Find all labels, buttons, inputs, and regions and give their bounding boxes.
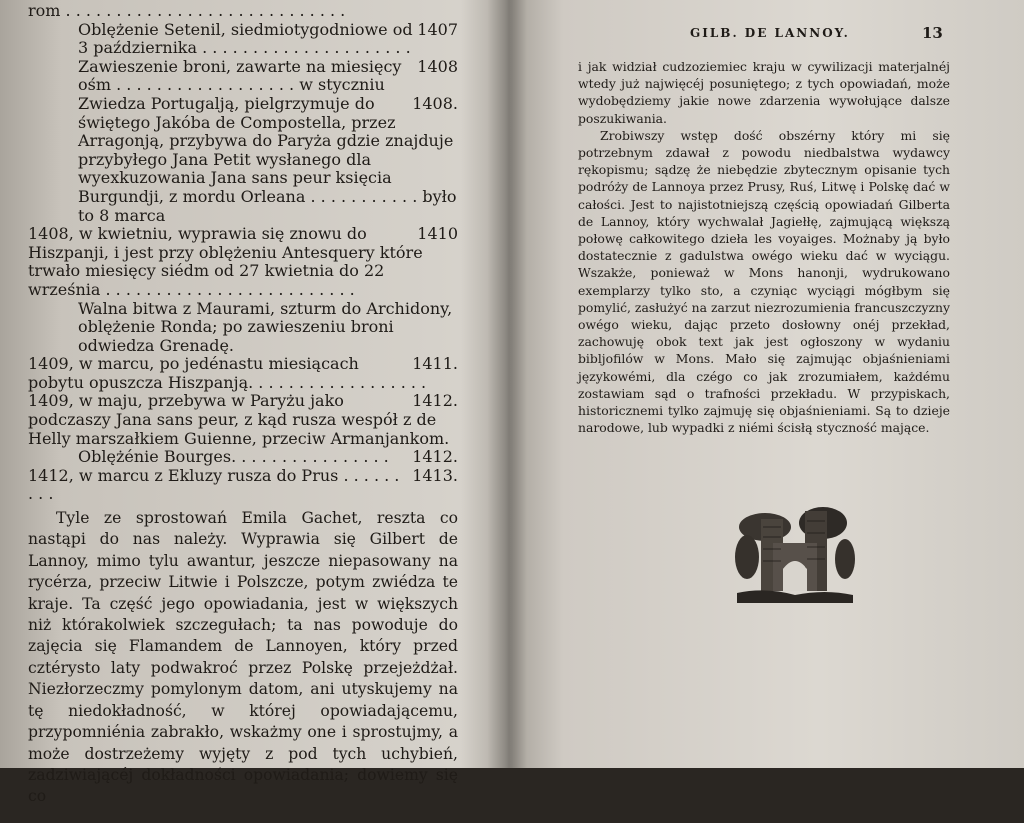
chronology-line-2: 1408 Zawieszenie broni, zawarte na miesięcy ośm . . . . . . . . . . . . . . . . . . w styczniu bbox=[78, 56, 458, 95]
chronology-line-4: 1410 1408, w kwietniu, wyprawia się znowu do Hiszpanji, i jest przy oblężeniu Antesquery które trwało miesięcy siédm od 27 kwietnia do 22 września . . . . . . . . . . . . . . . . . . . . . . . . . bbox=[28, 224, 458, 299]
right-paragraph-1: i jak widział cudzoziemiec kraju w cywilizacji materjalnéj wtedy już najwięcéj posuniętego; z tych opowiadań, może wydobędziemy jakie nowe zdarzenia wywołujące dalsze poszukiwania. bbox=[578, 59, 950, 126]
book-gutter bbox=[487, 0, 527, 768]
right-page bbox=[530, 0, 1024, 768]
right-paragraph-2: Zrobiwszy wstęp dość obszérny który mi się potrzebnym zdawał z powodu niedbalstwa wydawcy rękopismu; sądzę że niebędzie zbytecznym opisanie tych podróży de Lannoya przez Prusy, Ruś, Litwę i Polskę dać w całości. Jest to najistotniejszą częścią opowiadań Gilberta de Lannoy, który wychwalał Jagiełłę, zajmującą większą połowę całkowitego dzieła les voyaiges. Możnaby ją było dostatecznie z gadulstwa owégo wieku dać w wyciągu. Wszakże, ponieważ w Mons hanonji, wydrukowano exemplarzy tylko sto, a czyniąc wyciągi mógłbym się pomylić, zasłużyć na zarzut niezrozumienia francuszczyzny owégo wieku, dając przeto dosłowny onéj przekład, zachowuję obok text jak jest ogłoszony w wydaniu bibljofilów w Mons. Mało się zajmując objaśnieniami językowémi, dla czégo co jak zrozumiałem, każdému zostawiam sąd o trafności przekładu. W przypiskach, historicznemi tylko zajmuję się objaśnieniami. Są to dzieje narodowe, lub wypadki z niémi ścisłą styczność mające. bbox=[578, 127, 950, 436]
chronology-line-7: 1412. 1409, w maju, przebywa w Paryżu jako podczaszy Jana sans peur, z kąd rusza wespół z de Helly marszałkiem Guienne, przeciw Armanjankom. bbox=[28, 391, 458, 448]
right-page-text bbox=[578, 58, 950, 436]
chronology-line-3: 1408. Zwiedza Portugalją, pielgrzymuje do świętego Jakóba de Compostella, przez Arragonją, przybywa do Paryża gdzie znajduje przybyłego Jana Petit wysłanego dla wyexkuzowania Jana sans peur księcia Burgundji, z mordu Orleana . . . . . . . . . . . było to 8 marca bbox=[78, 93, 458, 225]
ruins-vignette-icon bbox=[735, 497, 855, 607]
chronology-line-1: 1407 Oblężenie Setenil, siedmiotygodniowe od 3 października . . . . . . . . . . . . . . . . . . . . . bbox=[78, 19, 458, 58]
left-page-text bbox=[28, 2, 458, 823]
chronology-line-5: Walna bitwa z Maurami, szturm do Archidony, oblężenie Ronda; po zawieszeniu broni odwiedza Grenadę. bbox=[78, 298, 453, 355]
chronology-line-8: 1412. Oblężénie Bourges. . . . . . . . . . . . . . . . bbox=[78, 447, 458, 467]
chronology-line-0: rom . . . . . . . . . . . . . . . . . . . . . . . . . . . . bbox=[28, 1, 346, 20]
running-header: GILB. DE LANNOY. bbox=[690, 26, 850, 40]
left-page-paragraph: Tyle ze sprostowań Emila Gachet, reszta co nastąpi do nas należy. Wyprawia się Gilbert de Lannoy, mimo tylu awantur, jeszcze niepasowany na rycérza, przeciw Litwie i Polszcze, potym zwiédza te kraje. Ta część jego opowiadania, jest w większych niż którakolwiek szczegułach; ta nas powoduje do zajęcia się Flamandem de Lannoyen, który przed cztérysto laty podwakroć przez Polskę przejeżdżał. Niezłorzeczmy pomylonym datom, ani utyskujemy na tę niedokładność, w której opowiadającemu, przypomniénia zabrakło, wskażmy one i sprostujmy, a może dostrzeżemy wyjęty z pod tych uchybień, zadziwiającéj dokładności opowiadania; dowiemy się co bbox=[28, 509, 458, 806]
chronology-line-9: 1413. 1412, w marcu z Ekluzy rusza do Prus . . . . . . . . . bbox=[28, 465, 458, 504]
page-number: 13 bbox=[922, 24, 943, 42]
chronology-line-6: 1411. 1409, w marcu, po jedénastu miesiącach pobytu opuszcza Hiszpanją. . . . . . . . . . . . . . . . . . bbox=[28, 354, 458, 392]
left-page bbox=[0, 0, 490, 806]
